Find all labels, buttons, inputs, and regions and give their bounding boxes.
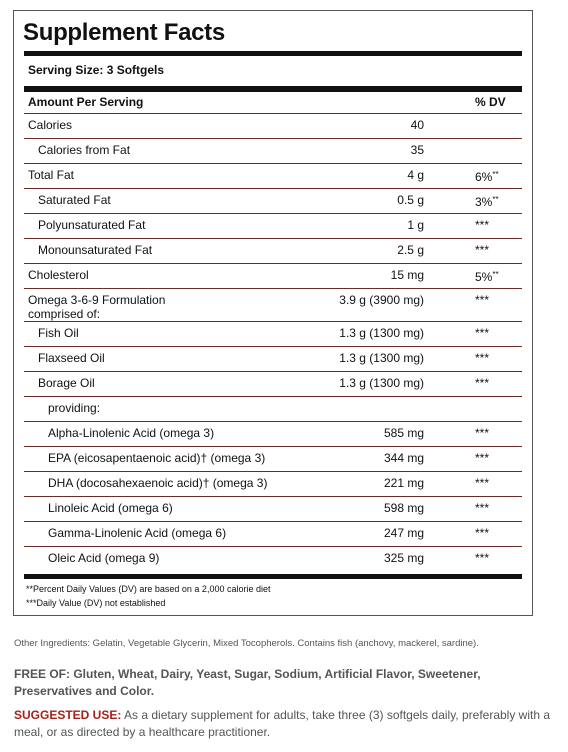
nutrient-dv [475,243,489,257]
nutrient-amount: 15 mg [390,268,424,282]
header-dv: % DV [475,95,506,109]
nutrient-name-line: Linoleic Acid (omega 6) [48,501,173,515]
nutrient-name [38,243,152,257]
nutrient-name-line: providing: [48,401,101,415]
dv-value: 3% [475,195,493,209]
footnote-mark: ** [26,584,34,594]
dv-footnote-mark: *** [475,501,490,515]
nutrient-dv [475,476,489,490]
nutrient-name [38,326,79,340]
nutrient-amount: 1.3 g (1300 mg) [339,376,424,390]
nutrient-name-line: Flaxseed Oil [38,351,105,365]
row-divider [24,521,522,522]
dv-footnote-mark: *** [475,326,490,340]
nutrient-name [38,143,130,157]
nutrient-name-line: Borage Oil [38,376,95,390]
nutrient-name-line: Cholesterol [28,268,89,282]
nutrient-name-line: Monounsaturated Fat [38,243,153,257]
header-label: Amount Per Serving [28,95,144,109]
nutrient-name-line: comprised of: [28,307,101,321]
free-of-statement: FREE OF: Gluten, Wheat, Dairy, Yeast, Sugar, Sodium, Artificial Flavor, Sweetener, Preservatives and Color. [14,667,481,698]
row-divider [24,263,522,264]
nutrient-amount: 598 mg [383,501,424,515]
dv-footnote-mark: ** [492,270,499,279]
nutrient-name-line: Calories [28,118,73,132]
dv-footnote-mark: *** [475,476,490,490]
dv-value: 6% [475,170,493,184]
row-divider [24,346,522,347]
title-rule [24,51,522,56]
footnote-text: Daily Value (DV) not established [36,598,166,608]
dv-footnote-mark: *** [475,218,490,232]
nutrient-name [48,501,173,515]
bottom-rule [24,574,522,579]
row-divider [24,371,522,372]
suggested-use-label: SUGGESTED USE: [14,708,122,722]
nutrient-amount: 247 mg [383,526,424,540]
nutrient-amount: 344 mg [383,451,424,465]
supplement-facts-panel [13,10,533,616]
nutrient-name-line: Total Fat [28,168,75,182]
dv-footnote-mark: *** [475,426,490,440]
row-divider [24,163,522,164]
row-divider [24,471,522,472]
nutrient-amount: 35 [410,143,424,157]
nutrient-dv [475,293,489,307]
nutrient-dv [475,218,489,232]
nutrient-dv [475,451,489,465]
row-divider [24,288,522,289]
nutrient-amount: 2.5 g [397,243,424,257]
nutrient-amount: 4 g [407,168,424,182]
dv-footnote-mark: ** [492,195,499,204]
nutrient-name [28,293,165,321]
row-divider [24,321,522,322]
nutrient-name-line: EPA (eicosapentaenoic acid)† (omega 3) [48,451,266,465]
nutrient-amount: 585 mg [383,426,424,440]
nutrient-dv [475,351,489,365]
nutrient-amount: 40 [410,118,424,132]
nutrient-name-line: Polyunsaturated Fat [38,218,146,232]
row-divider [24,546,522,547]
nutrient-name [48,426,214,440]
other-ingredients: Other Ingredients: Gelatin, Vegetable Glycerin, Mixed Tocopherols. Contains fish (anchovy, mackerel, sardine). [14,638,479,649]
dv-footnote-mark: *** [475,376,490,390]
row-divider [24,213,522,214]
nutrient-name [38,376,95,390]
nutrient-name-line: Fish Oil [38,326,79,340]
suggested-use-text: As a dietary supplement for adults, take three (3) softgels daily, preferably with a meal, or as directed by a healthcare practitioner. [14,708,551,739]
nutrient-name [38,218,145,232]
nutrient-dv [475,168,499,184]
nutrient-name-line: Alpha-Linolenic Acid (omega 3) [48,426,215,440]
nutrient-name-line: Gamma-Linolenic Acid (omega 6) [48,526,227,540]
row-divider [24,446,522,447]
nutrient-name-line: DHA (docosahexaenoic acid)† (omega 3) [48,476,268,490]
footnote-not-established [26,598,165,608]
nutrient-dv [475,326,489,340]
dv-footnote-mark: *** [475,293,490,307]
nutrient-amount: 1 g [407,218,424,232]
nutrient-name [48,476,267,490]
nutrient-amount: 221 mg [383,476,424,490]
nutrient-name [38,351,105,365]
nutrient-amount: 325 mg [383,551,424,565]
nutrient-name [48,526,226,540]
nutrient-name [28,168,74,182]
dv-value: 5% [475,270,493,284]
nutrient-name [48,551,159,565]
nutrient-name-line: Omega 3-6-9 Formulation [28,293,166,307]
nutrient-amount: 1.3 g (1300 mg) [339,326,424,340]
nutrient-dv [475,426,489,440]
dv-footnote-mark: ** [492,170,499,179]
header-rule [24,113,522,114]
suggested-use [14,707,559,741]
nutrient-name [28,118,72,132]
dv-footnote-mark: *** [475,351,490,365]
nutrient-dv [475,376,489,390]
nutrient-name-line: Oleic Acid (omega 9) [48,551,160,565]
panel-title: Supplement Facts [23,19,225,46]
row-divider [24,238,522,239]
nutrient-name [28,268,89,282]
dv-footnote-mark: *** [475,526,490,540]
nutrient-dv [475,501,489,515]
nutrient-name [38,193,111,207]
row-divider [24,421,522,422]
footnote-text: Percent Daily Values (DV) are based on a 2,000 calorie diet [33,584,271,594]
nutrient-amount: 0.5 g [397,193,424,207]
nutrient-dv [475,551,489,565]
row-divider [24,188,522,189]
nutrient-name-line: Saturated Fat [38,193,111,207]
nutrient-name [48,451,265,465]
footnote-dv [26,584,270,594]
nutrient-amount: 3.9 g (3900 mg) [339,293,424,307]
nutrient-dv [475,268,499,284]
serving-rule [24,86,522,92]
nutrient-amount: 1.3 g (1300 mg) [339,351,424,365]
row-divider [24,396,522,397]
dv-footnote-mark: *** [475,551,490,565]
dv-footnote-mark: *** [475,243,490,257]
nutrient-dv [475,193,499,209]
nutrient-dv [475,526,489,540]
row-divider [24,138,522,139]
dv-footnote-mark: *** [475,451,490,465]
row-divider [24,496,522,497]
nutrient-name-line: Calories from Fat [38,143,131,157]
serving-size: Serving Size: 3 Softgels [28,63,165,77]
nutrient-name [48,401,100,415]
footnote-mark: *** [26,598,37,608]
